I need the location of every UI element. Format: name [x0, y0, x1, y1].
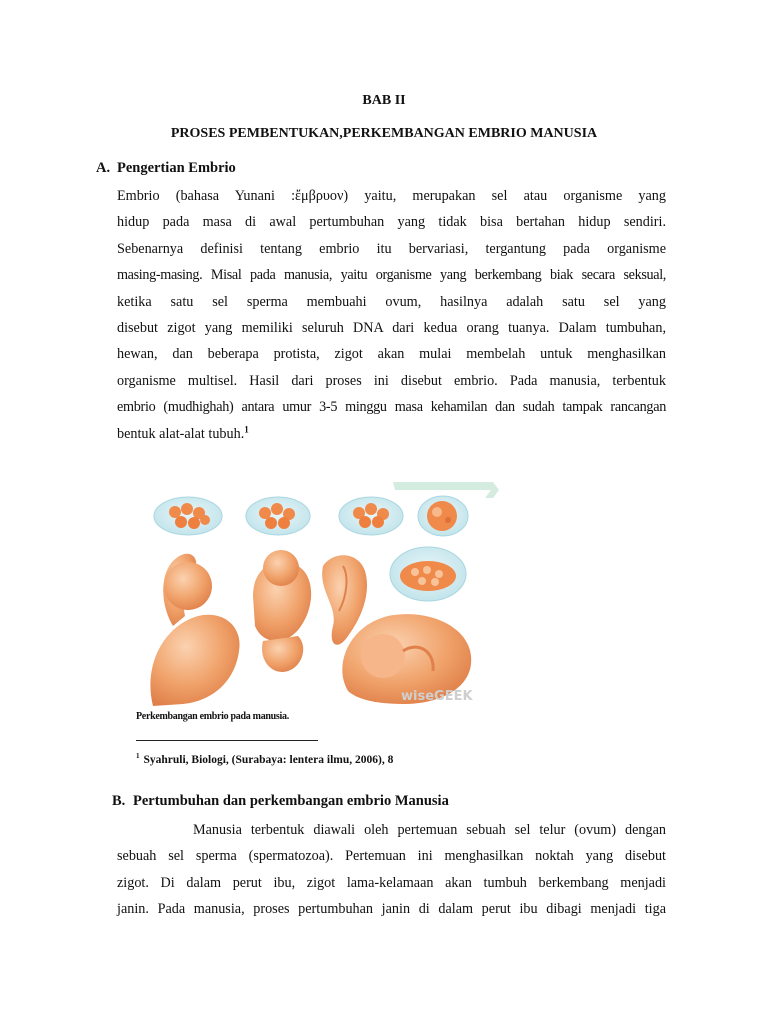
footnote-number: 1 — [136, 752, 140, 760]
dish-blastocyst — [390, 547, 466, 601]
para-line: Embrio (bahasa Yunani :ἔμβρυον) yaitu, merupakan sel atau organisme yang — [117, 188, 666, 204]
para-line: Manusia terbentuk diawali oleh pertemuan sebuah sel telur (ovum) dengan — [193, 822, 666, 838]
para-line: hewan, dan beberapa protista, zigot akan mulai membelah untuk menghasilkan — [117, 346, 666, 363]
para-line: disebut zigot yang memiliki seluruh DNA dari kedua orang tuanya. Dalam tumbuhan, — [117, 320, 666, 337]
figure-caption: Perkembangan embrio pada manusia. — [136, 711, 289, 722]
section-b-heading — [112, 793, 449, 810]
chapter-label: BAB II — [362, 93, 406, 108]
embryo-development-figure — [143, 476, 503, 706]
section-a-heading — [96, 160, 236, 177]
footnote-text: Syahruli, Biologi, (Surabaya: lentera ilmu, 2006), 8 — [143, 753, 394, 766]
para-last-text: bentuk alat-alat tubuh. — [117, 425, 245, 442]
para-line: Sebenarnya definisi tentang embrio itu bervariasi, tergantung pada organisme — [117, 240, 666, 257]
section-b-title: Pertumbuhan dan perkembangan embrio Manusia — [133, 793, 449, 809]
embryo-stage-medium — [253, 550, 311, 672]
section-a-letter: A. — [96, 160, 111, 176]
para-line: organisme multisel. Hasil dari proses ini disebut embrio. Pada manusia, terbentuk — [117, 372, 666, 389]
embryo-stage-large — [150, 554, 239, 706]
chapter-title: PROSES PEMBENTUKAN,PERKEMBANGAN EMBRIO MANUSIA — [170, 126, 598, 141]
para-line: embrio (mudhighah) antara umur 3-5 minggu masa kehamilan dan sudah tampak rancangan — [117, 399, 666, 416]
dish-stage-3 — [339, 497, 403, 535]
dish-stage-4 — [418, 496, 468, 536]
para-line: masing-masing. Misal pada manusia, yaitu organisme yang berkembang biak secara seksual, — [117, 267, 666, 284]
section-b-letter: B. — [112, 793, 126, 809]
para-line: janin. Pada manusia, proses pertumbuhan janin di dalam perut ibu dibagi menjadi tiga — [117, 901, 666, 918]
dish-stage-1 — [154, 497, 222, 535]
footnote-ref: 1 — [244, 423, 249, 434]
section-a-title: Pengertian Embrio — [117, 160, 236, 176]
para-line-last — [117, 421, 666, 447]
footnote — [136, 752, 393, 766]
arrow-band — [393, 482, 499, 498]
section-a-paragraph — [117, 183, 666, 447]
para-line: ketika satu sel sperma membuahi ovum, hasilnya adalah satu sel yang — [117, 293, 666, 310]
para-line: sebuah sel sperma (spermatozoa). Pertemuan ini menghasilkan noktah yang disebut — [117, 848, 666, 865]
footnote-separator — [136, 740, 318, 741]
section-b-paragraph — [117, 817, 666, 923]
watermark-text: wiseGEEK — [401, 689, 473, 704]
para-line: hidup pada masa di awal pertumbuhan yang tidak bisa bertahan hidup sendiri. — [117, 214, 666, 231]
dish-stage-2 — [246, 497, 310, 535]
para-line: zigot. Di dalam perut ibu, zigot lama-kelamaan akan tumbuh berkembang menjadi — [117, 874, 666, 891]
